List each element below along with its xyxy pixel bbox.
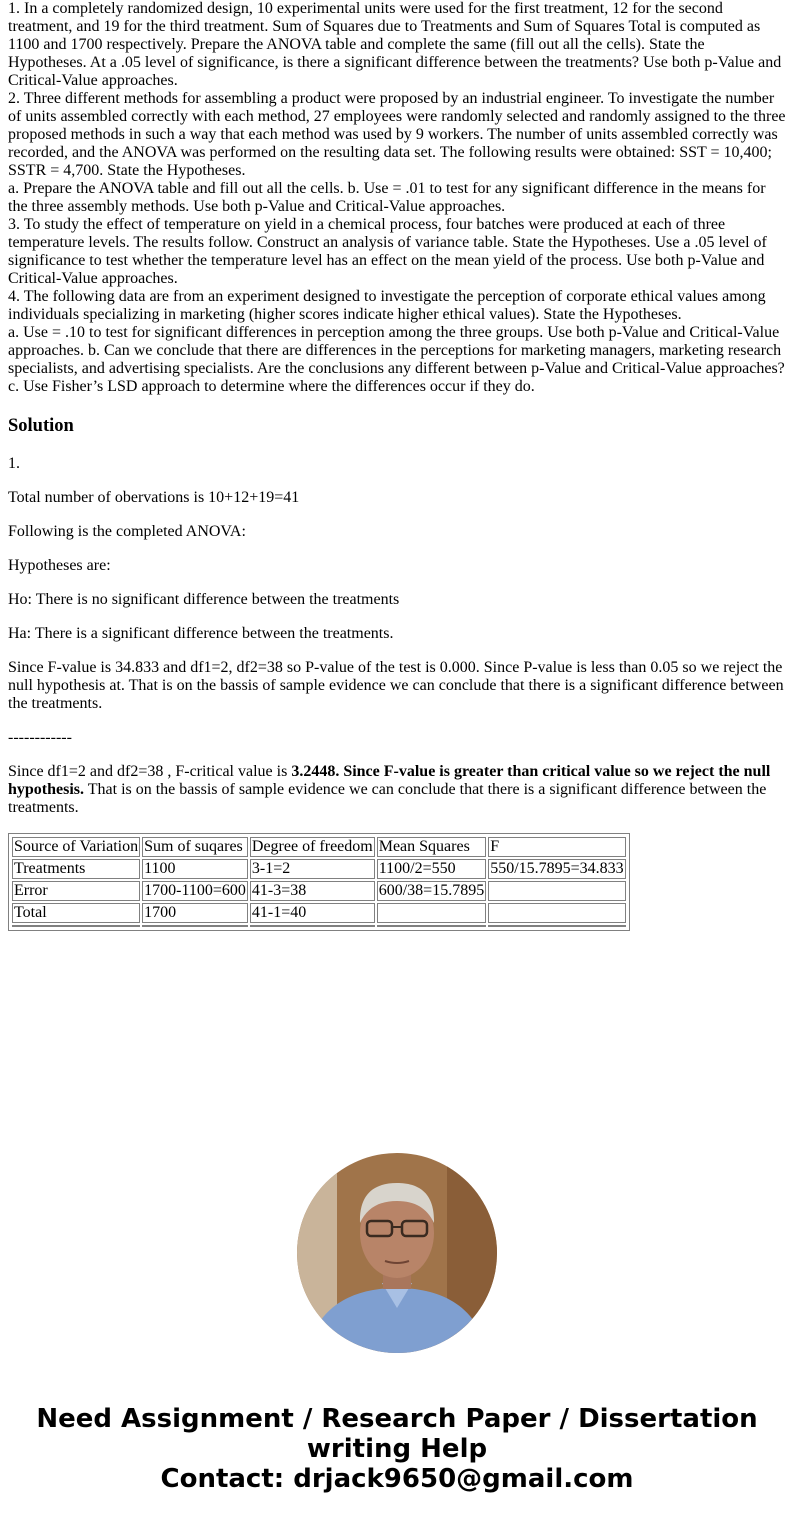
header-cell: Mean Squares <box>377 837 486 857</box>
critical-value-conclusion <box>8 763 786 817</box>
header-cell: F <box>488 837 625 857</box>
anova-intro: Following is the completed ANOVA: <box>8 523 246 540</box>
table-cell: Error <box>12 881 140 901</box>
question-4: 4. The following data are from an experiment designed to investigate the perception of corporate ethical values among individuals specializing in marketing (higher scores indicate higher ethical values). State the Hypotheses. <box>8 288 766 323</box>
critical-post-text: That is on the bassis of sample evidence we can conclude that there is a significant difference between the treatments. <box>8 781 767 816</box>
header-cell: Degree of freedom <box>251 838 373 855</box>
table-header-row <box>12 837 626 857</box>
solution-body <box>0 455 794 817</box>
table-cell: Treatments <box>12 859 140 879</box>
table-cell: Total <box>12 903 140 923</box>
footer-line-1: Need Assignment / Research Paper / Dissertation <box>36 1404 758 1434</box>
pvalue-conclusion: Since F-value is 34.833 and df1=2, df2=38 so P-value of the test is 0.000. Since P-value is less than 0.05 so we reject the null hypothesis at. That is on the bassis of sample evidence we can conclude that there is a significant difference between the treatments. <box>8 659 784 712</box>
question-2: 2. Three different methods for assembling a product were proposed by an industrial engineer. To investigate the number of units assembled correctly with each method, 27 employees were randomly selected and randomly assigned to the three proposed methods in such a way that each method was used by 9 workers. The number of units assembled correctly was recorded, and the ANOVA was performed on the resulting data set. The following results were obtained: SST = 10,400; SSTR = 4,700. State the Hypotheses. <box>8 90 786 179</box>
table-cell: 1700-1100=600 <box>144 882 246 899</box>
critical-pre-text: Since df1=2 and df2=38 , F-critical value is <box>8 763 292 780</box>
table-cell: 1100/2=550 <box>377 859 486 879</box>
separator: ------------ <box>8 729 72 746</box>
solution-heading: Solution <box>8 416 74 436</box>
total-observations: Total number of obervations is 10+12+19=41 <box>8 489 300 506</box>
table-cell: 1700 <box>142 903 248 923</box>
table-cell <box>488 881 625 901</box>
footer-banner <box>0 1404 794 1494</box>
hypotheses-intro: Hypotheses are: <box>8 557 111 574</box>
table-row <box>12 903 626 923</box>
table-row <box>12 881 626 901</box>
header-cell: Source of Variation <box>14 838 139 855</box>
table-empty-row <box>12 925 626 927</box>
anova-table <box>8 833 630 931</box>
question-3: 3. To study the effect of temperature on yield in a chemical process, four batches were produced at each of three temperature levels. The results follow. Construct an analysis of variance table. State the Hypotheses. Use a .05 level of significance to test whether the temperature level has an effect on the mean yield of the process. Use both p-Value and Critical-Value approaches. <box>8 216 767 287</box>
table-cell: 3-1=2 <box>250 859 375 879</box>
table-cell: 600/38=15.7895 <box>378 882 485 899</box>
question-2-parts: a. Prepare the ANOVA table and fill out all the cells. b. Use = .01 to test for any significant difference in the means for the three assembly methods. Use both p-Value and Critical-Value approaches. <box>8 180 766 215</box>
question-4-parts: a. Use = .10 to test for significant differences in perception among the three groups. Use both p-Value and Critical-Value approaches. b. Can we conclude that there are differences in the perceptions for marketing managers, marketing research specialists, and advertising specialists. Are the conclusions any different between p-Value and Critical-Value approaches? c. Use Fisher’s LSD approach to determine where the differences occur if they do. <box>8 324 785 395</box>
avatar-portrait-image <box>297 1153 497 1353</box>
table-cell <box>377 925 486 927</box>
question-1: 1. In a completely randomized design, 10 experimental units were used for the first treatment, 12 for the second treatment, and 19 for the third treatment. Sum of Squares due to Treatments and Sum of Squares Total is computed as 1100 and 1700 respectively. Prepare the ANOVA table and complete the same (fill out all the cells). State the Hypotheses. At a .05 level of significance, is there a significant difference between the treatments? Use both p-Value and Critical-Value approaches. <box>8 0 782 89</box>
table-cell <box>377 903 486 923</box>
table-cell <box>250 925 375 927</box>
table-cell <box>488 925 625 927</box>
table-cell: 41-3=38 <box>250 881 375 901</box>
table-cell <box>142 925 248 927</box>
table-row <box>12 859 626 879</box>
footer-line-2: writing Help <box>306 1434 488 1464</box>
question-text <box>8 0 786 396</box>
table-cell: 550/15.7895=34.833 <box>490 860 624 877</box>
null-hypothesis: Ho: There is no significant difference between the treatments <box>8 591 400 608</box>
header-cell: Sum of suqares <box>142 837 248 857</box>
table-cell: 41-1=40 <box>250 903 375 923</box>
alternative-hypothesis: Ha: There is a significant difference between the treatments. <box>8 625 394 642</box>
avatar <box>297 1153 497 1353</box>
table-cell: 1100 <box>142 859 248 879</box>
footer-contact: Contact: drjack9650@gmail.com <box>160 1464 634 1494</box>
critical-bold-text: 3.2448. Since F-value is greater than critical value so we reject the null hypothesis. <box>8 763 771 798</box>
table-cell <box>488 903 625 923</box>
table-cell <box>12 925 140 927</box>
solution-number: 1. <box>8 455 20 472</box>
